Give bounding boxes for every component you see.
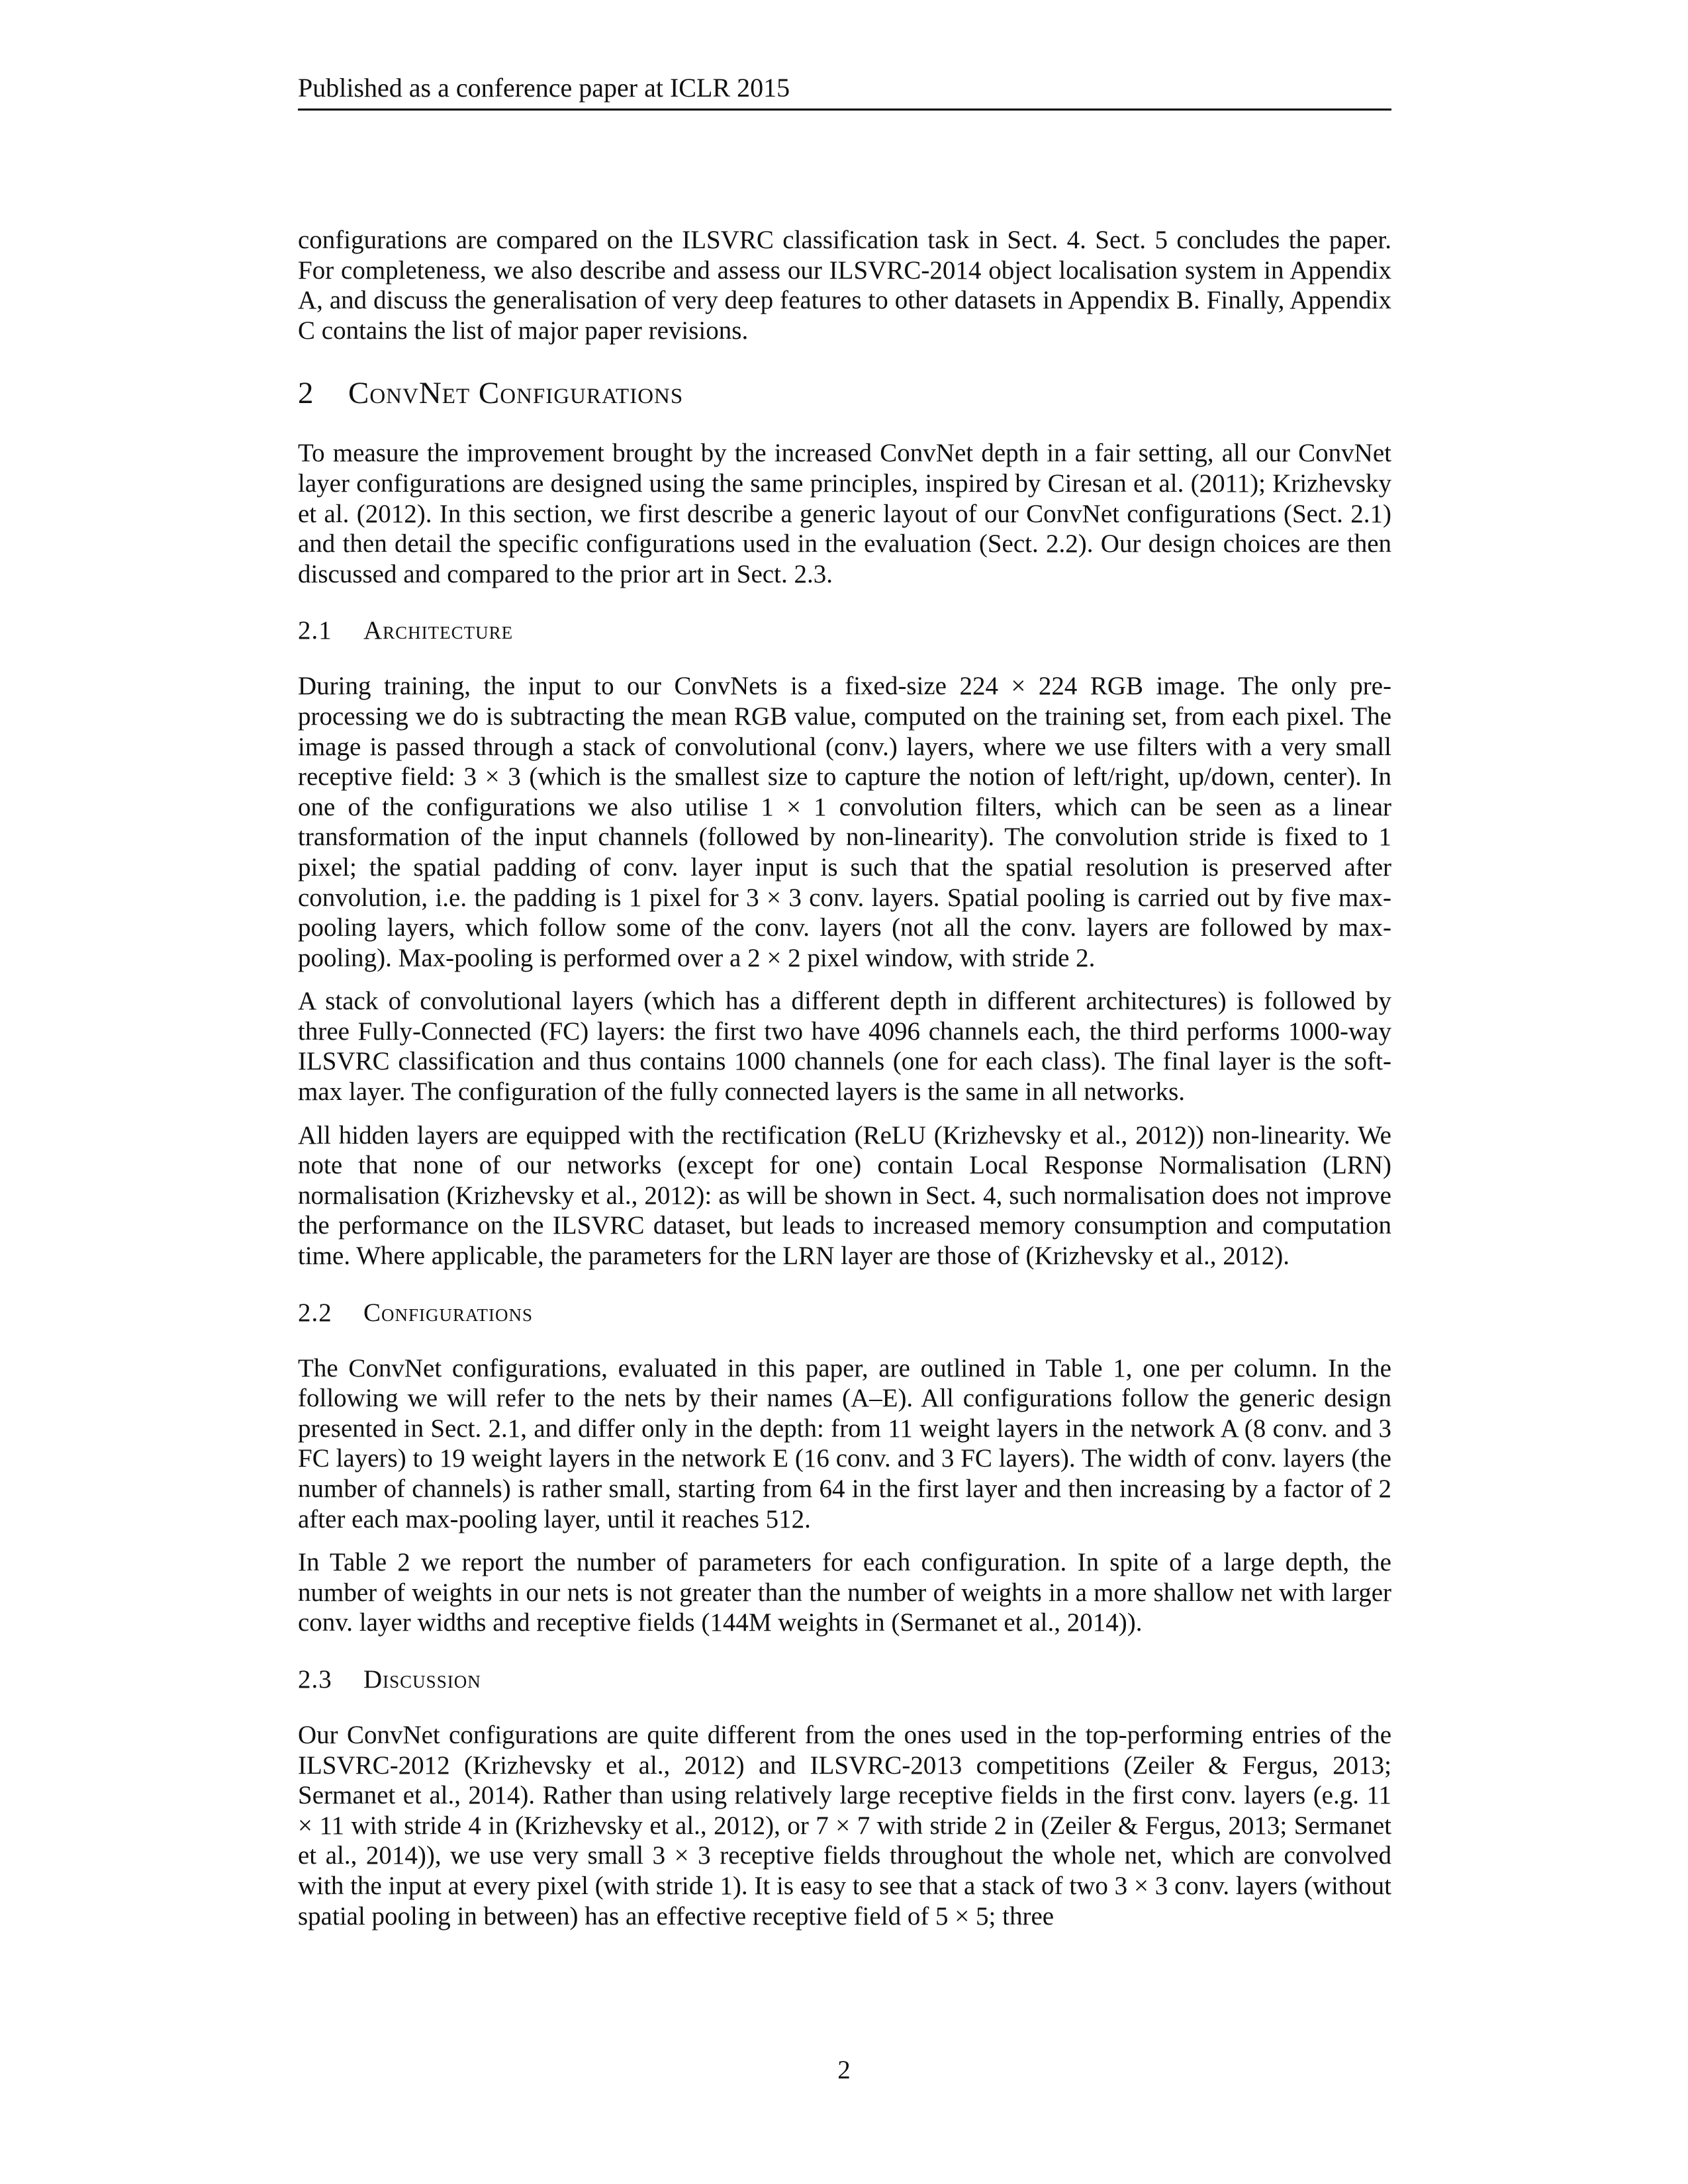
body-paragraph: The ConvNet configurations, evaluated in this paper, are outlined in Table 1, one per column. In the following we will refer to the nets by their names (A–E). All configurations follow the generic design presented in Sect. 2.1, and differ only in the depth: from 11 weight layers in the network A (8 conv. and 3 FC layers) to 19 weight layers in the network E (16 conv. and 3 FC layers). The width of conv. layers (the number of channels) is rather small, starting from 64 in the first layer and then increasing by a factor of 2 after each max-pooling layer, until it reaches 512. [298, 1353, 1391, 1533]
subsection-title: Configurations [363, 1298, 534, 1327]
section-title: ConvNet Configurations [348, 376, 684, 411]
subsection-heading [298, 1664, 1391, 1695]
page-body [298, 225, 1391, 1944]
subsection-number: 2.2 [298, 1298, 332, 1327]
section-number: 2 [298, 376, 314, 411]
running-header: Published as a conference paper at ICLR 2015 [298, 71, 1391, 111]
subsection-heading [298, 615, 1391, 646]
intro-paragraph: configurations are compared on the ILSVRC classification task in Sect. 4. Sect. 5 concludes the paper. For completeness, we also describe and assess our ILSVRC-2014 object localisation system in Appendix A, and discuss the generalisation of very deep features to other datasets in Appendix B. Finally, Appendix C contains the list of major paper revisions. [298, 226, 1391, 345]
page-number: 2 [837, 2056, 851, 2084]
body-paragraph: Our ConvNet configurations are quite different from the ones used in the top-performing entries of the ILSVRC-2012 (Krizhevsky et al., 2012) and ILSVRC-2013 competitions (Zeiler & Fergus, 2013; Sermanet et al., 2014). Rather than using relatively large receptive fields in the first conv. layers (e.g. 11 × 11 with stride 4 in (Krizhevsky et al., 2012), or 7 × 7 with stride 2 in (Zeiler & Fergus, 2013; Sermanet et al., 2014)), we use very small 3 × 3 receptive fields throughout the whole net, which are convolved with the input at every pixel (with stride 1). It is easy to see that a stack of two 3 × 3 conv. layers (without spatial pooling in between) has an effective receptive field of 5 × 5; three [298, 1720, 1391, 1931]
body-paragraph: In Table 2 we report the number of parameters for each configuration. In spite of a large depth, the number of weights in our nets is not greater than the number of weights in a more shallow net with larger conv. layer widths and receptive fields (144M weights in (Sermanet et al., 2014)). [298, 1548, 1391, 1637]
subsection-title: Discussion [363, 1664, 481, 1694]
body-paragraph: To measure the improvement brought by the increased ConvNet depth in a fair setting, all our ConvNet layer configurations are designed using the same principles, inspired by Ciresan et al. (2011); Krizhevsky et al. (2012). In this section, we first describe a generic layout of our ConvNet configurations (Sect. 2.1) and then detail the specific configurations used in the evaluation (Sect. 2.2). Our design choices are then discussed and compared to the prior art in Sect. 2.3. [298, 439, 1391, 588]
section-heading [298, 375, 1391, 412]
body-paragraph: All hidden layers are equipped with the rectification (ReLU (Krizhevsky et al., 2012)) non-linearity. We note that none of our networks (except for one) contain Local Response Normalisation (LRN) normalisation (Krizhevsky et al., 2012): as will be shown in Sect. 4, such normalisation does not improve the performance on the ILSVRC dataset, but leads to increased memory consumption and computation time. Where applicable, the parameters for the LRN layer are those of (Krizhevsky et al., 2012). [298, 1120, 1391, 1271]
subsection-number: 2.1 [298, 616, 332, 645]
subsection-heading [298, 1298, 1391, 1328]
body-paragraph: During training, the input to our ConvNets is a fixed-size 224 × 224 RGB image. The only pre-processing we do is subtracting the mean RGB value, computed on the training set, from each pixel. The image is passed through a stack of convolutional (conv.) layers, where we use filters with a very small receptive field: 3 × 3 (which is the smallest size to capture the notion of left/right, up/down, center). In one of the configurations we also utilise 1 × 1 convolution filters, which can be seen as a linear transformation of the input channels (followed by non-linearity). The convolution stride is fixed to 1 pixel; the spatial padding of conv. layer input is such that the spatial resolution is preserved after convolution, i.e. the padding is 1 pixel for 3 × 3 conv. layers. Spatial pooling is carried out by five max-pooling layers, which follow some of the conv. layers (not all the conv. layers are followed by max-pooling). Max-pooling is performed over a 2 × 2 pixel window, with stride 2. [298, 672, 1391, 972]
subsection-number: 2.3 [298, 1664, 332, 1694]
subsection-title: Architecture [363, 616, 514, 645]
body-paragraph: A stack of convolutional layers (which has a different depth in different architectures) is followed by three Fully-Connected (FC) layers: the first two have 4096 channels each, the third performs 1000-way ILSVRC classification and thus contains 1000 channels (one for each class). The final layer is the soft-max layer. The configuration of the fully connected layers is the same in all networks. [298, 987, 1391, 1107]
